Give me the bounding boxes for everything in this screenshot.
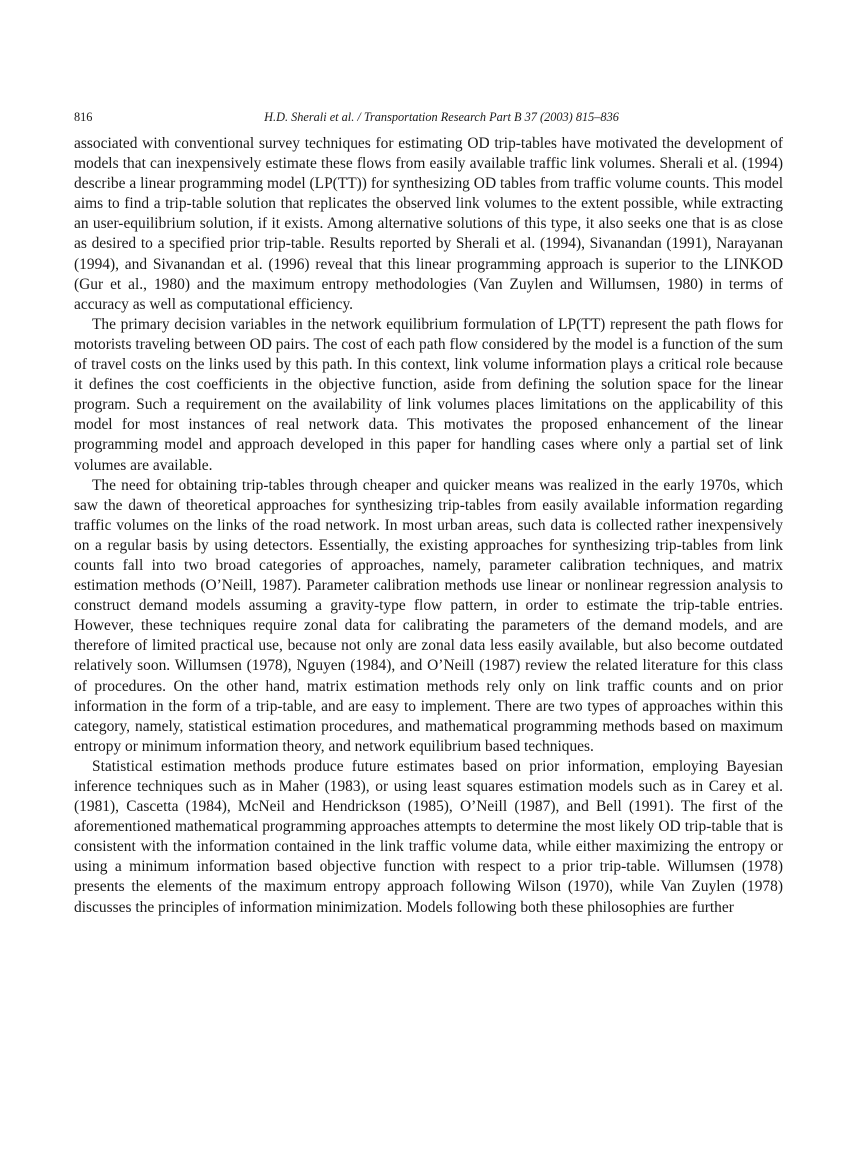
paragraph: The primary decision variables in the network equilibrium formulation of LP(TT) represent the path flows for motorists traveling between OD pairs. The cost of each path flow considered by the model is a function of the sum of travel costs on the links used by this path. In this context, link volume information plays a critical role because it defines the cost coefficients in the objective function, aside from defining the solution space for the linear program. Such a requirement on the availability of link volumes places limitations on the applicability of this model for most instances of real network data. This motivates the proposed enhancement of the linear programming model and approach developed in this paper for handling cases where only a partial set of link volumes are available. [74,315,783,474]
body-text [74,134,783,918]
journal-page [74,108,783,918]
running-title: H.D. Sherali et al. / Transportation Research Part B 37 (2003) 815–836 [264,110,619,124]
running-header [74,108,783,126]
paragraph-continued: associated with conventional survey techniques for estimating OD trip-tables have motivated the development of models that can inexpensively estimate these flows from easily available traffic link volumes. Sherali et al. (1994) describe a linear programming model (LP(TT)) for synthesizing OD tables from traffic volume counts. This model aims to find a trip-table solution that replicates the observed link volumes to the extent possible, while extracting an user-equilibrium solution, if it exists. Among alternative solutions of this type, it also seeks one that is as close as desired to a specified prior trip-table. Results reported by Sherali et al. (1994), Sivanandan (1991), Narayanan (1994), and Sivanandan et al. (1996) reveal that this linear programming approach is superior to the LINKOD (Gur et al., 1980) and the maximum entropy methodologies (Van Zuylen and Willumsen, 1980) in terms of accuracy as well as computational efficiency. [74,135,783,313]
paragraph: Statistical estimation methods produce future estimates based on prior information, employing Bayesian inference techniques such as in Maher (1983), or using least squares estimation models such as in Carey et al. (1981), Cascetta (1984), McNeil and Hendrickson (1985), O’Neill (1987), and Bell (1991). The first of the aforementioned mathematical programming approaches attempts to determine the most likely OD trip-table that is consistent with the information contained in the link traffic volume data, while either maximizing the entropy or using a minimum information based objective function with respect to a prior trip-table. Willumsen (1978) presents the elements of the maximum entropy approach following Wilson (1970), while Van Zuylen (1978) discusses the principles of information minimization. Models following both these philosophies are further [74,757,783,916]
page-number: 816 [74,110,93,124]
paragraph: The need for obtaining trip-tables through cheaper and quicker means was realized in the early 1970s, which saw the dawn of theoretical approaches for synthesizing trip-tables from easily available information regarding traffic volumes on the links of the road network. In most urban areas, such data is collected rather inexpensively on a regular basis by using detectors. Essentially, the existing approaches for synthesizing trip-tables from link counts fall into two broad categories of approaches, namely, parameter calibration techniques, and matrix estimation methods (O’Neill, 1987). Parameter calibration methods use linear or nonlinear regression analysis to construct demand models assuming a gravity-type flow pattern, in order to estimate the trip-table entries. However, these techniques require zonal data for calibrating the parameters of the demand models, and are therefore of limited practical use, because not only are zonal data less easily available, but also become outdated relatively soon. Willumsen (1978), Nguyen (1984), and O’Neill (1987) review the related literature for this class of procedures. On the other hand, matrix estimation methods rely only on link traffic counts and on prior information in the form of a trip-table, and are easy to implement. There are two types of approaches within this category, namely, statistical estimation procedures, and mathematical programming methods based on maximum entropy or minimum information theory, and network equilibrium based techniques. [74,476,783,755]
